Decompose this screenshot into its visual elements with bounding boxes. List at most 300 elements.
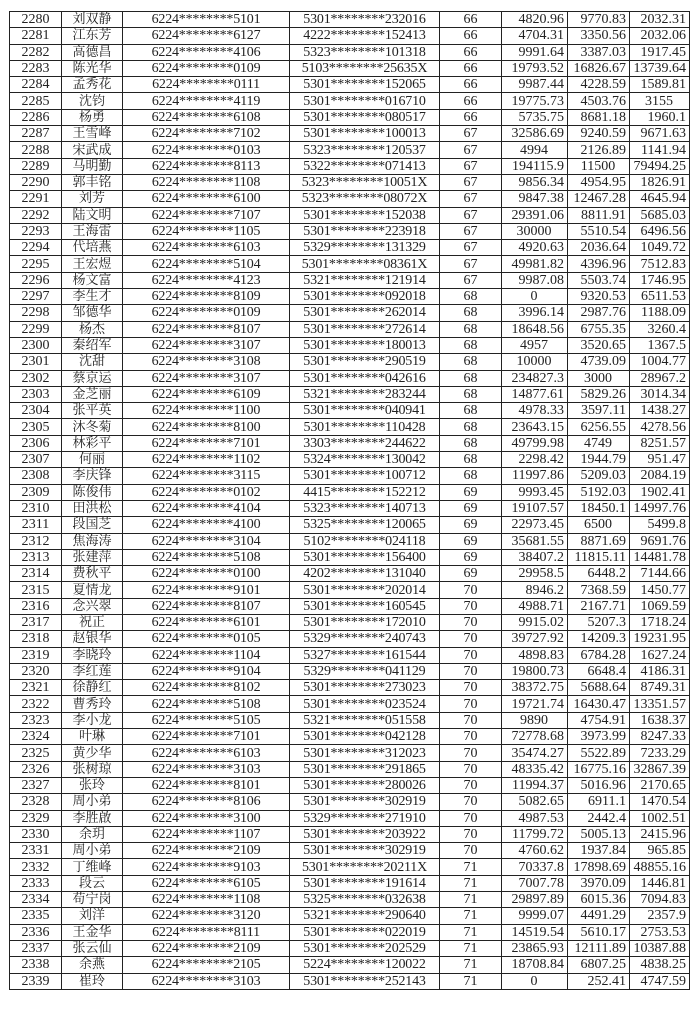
age-cell: 70	[440, 598, 502, 614]
row-number-cell: 2318	[10, 631, 62, 647]
age-cell: 69	[440, 549, 502, 565]
name-cell: 余燕	[62, 957, 123, 973]
name-cell: 李红莲	[62, 663, 123, 679]
amount-3-cell: 5499.8	[630, 517, 690, 533]
age-cell: 68	[440, 289, 502, 305]
amount-3-cell: 1004.77	[630, 354, 690, 370]
age-cell: 71	[440, 908, 502, 924]
bank-card-cell: 6224********9101	[123, 582, 290, 598]
amount-2-cell: 8681.18	[568, 109, 630, 125]
amount-1-cell: 4978.33	[502, 403, 568, 419]
id-number-cell: 4222********152413	[290, 28, 440, 44]
id-number-cell: 5224********120022	[290, 957, 440, 973]
bank-card-cell: 6224********5105	[123, 712, 290, 728]
age-cell: 68	[440, 435, 502, 451]
name-cell: 李生才	[62, 289, 123, 305]
age-cell: 67	[440, 158, 502, 174]
name-cell: 高德昌	[62, 44, 123, 60]
row-number-cell: 2283	[10, 60, 62, 76]
amount-1-cell: 35681.55	[502, 533, 568, 549]
amount-2-cell: 5829.26	[568, 386, 630, 402]
name-cell: 陈俊伟	[62, 484, 123, 500]
amount-1-cell: 9993.45	[502, 484, 568, 500]
name-cell: 赵银华	[62, 631, 123, 647]
amount-1-cell: 4898.83	[502, 647, 568, 663]
table-row	[10, 777, 690, 793]
name-cell: 孟秀花	[62, 77, 123, 93]
bank-card-cell: 6224********6127	[123, 28, 290, 44]
row-number-cell: 2294	[10, 240, 62, 256]
amount-3-cell: 7144.66	[630, 566, 690, 582]
age-cell: 66	[440, 93, 502, 109]
amount-1-cell: 4704.31	[502, 28, 568, 44]
table-row	[10, 500, 690, 516]
bank-card-cell: 6224********7102	[123, 126, 290, 142]
table-row	[10, 12, 690, 28]
name-cell: 张云仙	[62, 940, 123, 956]
amount-2-cell: 16826.67	[568, 60, 630, 76]
amount-2-cell: 17898.69	[568, 859, 630, 875]
age-cell: 68	[440, 321, 502, 337]
amount-2-cell: 5005.13	[568, 826, 630, 842]
bank-card-cell: 6224********6103	[123, 745, 290, 761]
bank-card-cell: 6224********8109	[123, 289, 290, 305]
table-row	[10, 305, 690, 321]
bank-card-cell: 6224********1102	[123, 452, 290, 468]
row-number-cell: 2282	[10, 44, 62, 60]
amount-2-cell: 4954.95	[568, 174, 630, 190]
amount-2-cell: 252.41	[568, 973, 630, 989]
row-number-cell: 2311	[10, 517, 62, 533]
amount-1-cell: 2298.42	[502, 452, 568, 468]
table-row	[10, 77, 690, 93]
bank-card-cell: 6224********1108	[123, 892, 290, 908]
id-number-cell: 5102********024118	[290, 533, 440, 549]
age-cell: 66	[440, 28, 502, 44]
bank-card-cell: 6224********4106	[123, 44, 290, 60]
amount-2-cell: 3350.56	[568, 28, 630, 44]
row-number-cell: 2325	[10, 745, 62, 761]
table-row	[10, 924, 690, 940]
id-number-cell: 5323********08072X	[290, 191, 440, 207]
age-cell: 70	[440, 647, 502, 663]
amount-3-cell: 1826.91	[630, 174, 690, 190]
age-cell: 67	[440, 240, 502, 256]
row-number-cell: 2337	[10, 940, 62, 956]
name-cell: 沈钧	[62, 93, 123, 109]
amount-1-cell: 11997.86	[502, 468, 568, 484]
id-number-cell: 5301********08361X	[290, 256, 440, 272]
id-number-cell: 5301********272614	[290, 321, 440, 337]
name-cell: 江东芳	[62, 28, 123, 44]
name-cell: 王金华	[62, 924, 123, 940]
id-number-cell: 5301********023524	[290, 696, 440, 712]
row-number-cell: 2338	[10, 957, 62, 973]
row-number-cell: 2316	[10, 598, 62, 614]
amount-1-cell: 19721.74	[502, 696, 568, 712]
amount-3-cell: 2357.9	[630, 908, 690, 924]
row-number-cell: 2334	[10, 892, 62, 908]
amount-3-cell: 1746.95	[630, 272, 690, 288]
amount-3-cell: 1141.94	[630, 142, 690, 158]
name-cell: 刘洋	[62, 908, 123, 924]
amount-3-cell: 1627.24	[630, 647, 690, 663]
amount-3-cell: 3014.34	[630, 386, 690, 402]
id-number-cell: 5324********130042	[290, 452, 440, 468]
amount-3-cell: 14481.78	[630, 549, 690, 565]
table-row	[10, 158, 690, 174]
table-row	[10, 337, 690, 353]
row-number-cell: 2339	[10, 973, 62, 989]
name-cell: 张建萍	[62, 549, 123, 565]
amount-3-cell: 1902.41	[630, 484, 690, 500]
name-cell: 焦海涛	[62, 533, 123, 549]
age-cell: 70	[440, 614, 502, 630]
age-cell: 68	[440, 452, 502, 468]
row-number-cell: 2312	[10, 533, 62, 549]
amount-3-cell: 32867.39	[630, 761, 690, 777]
amount-1-cell: 234827.3	[502, 370, 568, 386]
amount-1-cell: 30000	[502, 223, 568, 239]
row-number-cell: 2289	[10, 158, 62, 174]
bank-card-cell: 6224********4119	[123, 93, 290, 109]
id-number-cell: 5301********152065	[290, 77, 440, 93]
table-row	[10, 712, 690, 728]
name-cell: 宋武成	[62, 142, 123, 158]
amount-3-cell: 1718.24	[630, 614, 690, 630]
table-row	[10, 403, 690, 419]
amount-2-cell: 5207.3	[568, 614, 630, 630]
amount-2-cell: 6500	[568, 517, 630, 533]
name-cell: 王雪峰	[62, 126, 123, 142]
amount-3-cell: 8247.33	[630, 729, 690, 745]
id-number-cell: 5301********022019	[290, 924, 440, 940]
records-table	[9, 11, 690, 990]
id-number-cell: 5322********071413	[290, 158, 440, 174]
amount-2-cell: 11815.11	[568, 549, 630, 565]
row-number-cell: 2309	[10, 484, 62, 500]
age-cell: 67	[440, 142, 502, 158]
amount-3-cell: 79494.25	[630, 158, 690, 174]
age-cell: 70	[440, 745, 502, 761]
name-cell: 秦绍军	[62, 337, 123, 353]
amount-3-cell: 3260.4	[630, 321, 690, 337]
row-number-cell: 2320	[10, 663, 62, 679]
age-cell: 70	[440, 696, 502, 712]
amount-1-cell: 0	[502, 289, 568, 305]
row-number-cell: 2285	[10, 93, 62, 109]
row-number-cell: 2310	[10, 500, 62, 516]
amount-1-cell: 9991.64	[502, 44, 568, 60]
id-number-cell: 5301********110428	[290, 419, 440, 435]
name-cell: 林彩平	[62, 435, 123, 451]
table-row	[10, 44, 690, 60]
bank-card-cell: 6224********9103	[123, 859, 290, 875]
row-number-cell: 2319	[10, 647, 62, 663]
table-row	[10, 745, 690, 761]
amount-2-cell: 5503.74	[568, 272, 630, 288]
id-number-cell: 5301********172010	[290, 614, 440, 630]
amount-3-cell: 965.85	[630, 843, 690, 859]
amount-2-cell: 16430.47	[568, 696, 630, 712]
row-number-cell: 2307	[10, 452, 62, 468]
amount-1-cell: 19107.57	[502, 500, 568, 516]
id-number-cell: 5301********080517	[290, 109, 440, 125]
amount-1-cell: 38372.75	[502, 680, 568, 696]
row-number-cell: 2291	[10, 191, 62, 207]
amount-3-cell: 1470.54	[630, 794, 690, 810]
bank-card-cell: 6224********4100	[123, 517, 290, 533]
name-cell: 陆文明	[62, 207, 123, 223]
amount-2-cell: 3973.99	[568, 729, 630, 745]
age-cell: 68	[440, 305, 502, 321]
name-cell: 余玥	[62, 826, 123, 842]
amount-2-cell: 4228.59	[568, 77, 630, 93]
amount-3-cell: 951.47	[630, 452, 690, 468]
id-number-cell: 5301********191614	[290, 875, 440, 891]
bank-card-cell: 6224********3115	[123, 468, 290, 484]
amount-3-cell: 1960.1	[630, 109, 690, 125]
amount-2-cell: 1937.84	[568, 843, 630, 859]
amount-3-cell: 8749.31	[630, 680, 690, 696]
row-number-cell: 2329	[10, 810, 62, 826]
table-row	[10, 859, 690, 875]
amount-3-cell: 14997.76	[630, 500, 690, 516]
age-cell: 70	[440, 712, 502, 728]
bank-card-cell: 6224********0109	[123, 305, 290, 321]
amount-2-cell: 5688.64	[568, 680, 630, 696]
name-cell: 苟宁岗	[62, 892, 123, 908]
bank-card-cell: 6224********2109	[123, 940, 290, 956]
age-cell: 68	[440, 337, 502, 353]
amount-2-cell: 8871.69	[568, 533, 630, 549]
amount-1-cell: 49799.98	[502, 435, 568, 451]
table-row	[10, 60, 690, 76]
bank-card-cell: 6224********1107	[123, 826, 290, 842]
amount-1-cell: 194115.9	[502, 158, 568, 174]
id-number-cell: 5301********152038	[290, 207, 440, 223]
row-number-cell: 2328	[10, 794, 62, 810]
bank-card-cell: 6224********8106	[123, 794, 290, 810]
amount-3-cell: 8251.57	[630, 435, 690, 451]
amount-2-cell: 6784.28	[568, 647, 630, 663]
table-row	[10, 207, 690, 223]
id-number-cell: 5321********283244	[290, 386, 440, 402]
amount-2-cell: 2442.4	[568, 810, 630, 826]
row-number-cell: 2317	[10, 614, 62, 630]
table-row	[10, 174, 690, 190]
amount-1-cell: 18708.84	[502, 957, 568, 973]
name-cell: 王宏煜	[62, 256, 123, 272]
id-number-cell: 5301********202014	[290, 582, 440, 598]
table-row	[10, 696, 690, 712]
amount-1-cell: 72778.68	[502, 729, 568, 745]
amount-2-cell: 2036.64	[568, 240, 630, 256]
id-number-cell: 5301********290519	[290, 354, 440, 370]
amount-1-cell: 4820.96	[502, 12, 568, 28]
amount-2-cell: 6448.2	[568, 566, 630, 582]
name-cell: 念兴翠	[62, 598, 123, 614]
age-cell: 71	[440, 875, 502, 891]
age-cell: 71	[440, 924, 502, 940]
id-number-cell: 4202********131040	[290, 566, 440, 582]
amount-3-cell: 10387.88	[630, 940, 690, 956]
amount-1-cell: 23643.15	[502, 419, 568, 435]
name-cell: 李庆锋	[62, 468, 123, 484]
amount-2-cell: 6755.35	[568, 321, 630, 337]
table-row	[10, 892, 690, 908]
id-number-cell: 5301********20211X	[290, 859, 440, 875]
table-row	[10, 940, 690, 956]
table-row	[10, 272, 690, 288]
amount-2-cell: 3970.09	[568, 875, 630, 891]
age-cell: 68	[440, 370, 502, 386]
age-cell: 69	[440, 517, 502, 533]
row-number-cell: 2324	[10, 729, 62, 745]
table-row	[10, 484, 690, 500]
amount-2-cell: 6807.25	[568, 957, 630, 973]
amount-2-cell: 5510.54	[568, 223, 630, 239]
id-number-cell: 5301********100712	[290, 468, 440, 484]
amount-1-cell: 9847.38	[502, 191, 568, 207]
row-number-cell: 2308	[10, 468, 62, 484]
bank-card-cell: 6224********6101	[123, 614, 290, 630]
amount-1-cell: 9890	[502, 712, 568, 728]
amount-2-cell: 2126.89	[568, 142, 630, 158]
row-number-cell: 2326	[10, 761, 62, 777]
row-number-cell: 2303	[10, 386, 62, 402]
amount-1-cell: 3996.14	[502, 305, 568, 321]
row-number-cell: 2281	[10, 28, 62, 44]
amount-2-cell: 5522.89	[568, 745, 630, 761]
row-number-cell: 2287	[10, 126, 62, 142]
bank-card-cell: 6224********1100	[123, 403, 290, 419]
amount-2-cell: 9770.83	[568, 12, 630, 28]
age-cell: 69	[440, 566, 502, 582]
row-number-cell: 2333	[10, 875, 62, 891]
age-cell: 70	[440, 680, 502, 696]
name-cell: 田洪松	[62, 500, 123, 516]
table-row	[10, 256, 690, 272]
amount-1-cell: 9987.08	[502, 272, 568, 288]
amount-2-cell: 8811.91	[568, 207, 630, 223]
amount-1-cell: 0	[502, 973, 568, 989]
amount-3-cell: 1438.27	[630, 403, 690, 419]
table-row	[10, 875, 690, 891]
bank-card-cell: 6224********4104	[123, 500, 290, 516]
row-number-cell: 2293	[10, 223, 62, 239]
age-cell: 70	[440, 631, 502, 647]
row-number-cell: 2298	[10, 305, 62, 321]
row-number-cell: 2286	[10, 109, 62, 125]
bank-card-cell: 6224********1108	[123, 174, 290, 190]
amount-1-cell: 14877.61	[502, 386, 568, 402]
row-number-cell: 2288	[10, 142, 62, 158]
amount-2-cell: 4491.29	[568, 908, 630, 924]
table-row	[10, 566, 690, 582]
row-number-cell: 2302	[10, 370, 62, 386]
amount-3-cell: 1589.81	[630, 77, 690, 93]
amount-3-cell: 1638.37	[630, 712, 690, 728]
amount-3-cell: 28967.2	[630, 370, 690, 386]
age-cell: 69	[440, 500, 502, 516]
amount-1-cell: 70337.8	[502, 859, 568, 875]
name-cell: 何丽	[62, 452, 123, 468]
bank-card-cell: 6224********2109	[123, 843, 290, 859]
id-number-cell: 5323********140713	[290, 500, 440, 516]
table-row	[10, 386, 690, 402]
amount-1-cell: 14519.54	[502, 924, 568, 940]
name-cell: 段国芝	[62, 517, 123, 533]
bank-card-cell: 6224********3103	[123, 973, 290, 989]
bank-card-cell: 6224********0100	[123, 566, 290, 582]
row-number-cell: 2284	[10, 77, 62, 93]
name-cell: 李晓玲	[62, 647, 123, 663]
bank-card-cell: 6224********2105	[123, 957, 290, 973]
table-row	[10, 28, 690, 44]
amount-1-cell: 5082.65	[502, 794, 568, 810]
bank-card-cell: 6224********6109	[123, 386, 290, 402]
id-number-cell: 5329********240743	[290, 631, 440, 647]
table-row	[10, 680, 690, 696]
amount-2-cell: 9320.53	[568, 289, 630, 305]
amount-3-cell: 7233.29	[630, 745, 690, 761]
bank-card-cell: 6224********3107	[123, 337, 290, 353]
row-number-cell: 2301	[10, 354, 62, 370]
amount-1-cell: 4760.62	[502, 843, 568, 859]
table-row	[10, 419, 690, 435]
amount-1-cell: 4988.71	[502, 598, 568, 614]
amount-2-cell: 5209.03	[568, 468, 630, 484]
amount-1-cell: 9999.07	[502, 908, 568, 924]
bank-card-cell: 6224********1105	[123, 223, 290, 239]
age-cell: 70	[440, 794, 502, 810]
name-cell: 李胜啟	[62, 810, 123, 826]
bank-card-cell: 6224********0111	[123, 77, 290, 93]
table-row	[10, 109, 690, 125]
amount-1-cell: 19793.52	[502, 60, 568, 76]
id-number-cell: 5301********262014	[290, 305, 440, 321]
id-number-cell: 5301********302919	[290, 843, 440, 859]
table-row	[10, 240, 690, 256]
name-cell: 张平英	[62, 403, 123, 419]
row-number-cell: 2315	[10, 582, 62, 598]
amount-1-cell: 48335.42	[502, 761, 568, 777]
amount-2-cell: 3520.65	[568, 337, 630, 353]
amount-1-cell: 35474.27	[502, 745, 568, 761]
amount-2-cell: 6256.55	[568, 419, 630, 435]
amount-2-cell: 3000	[568, 370, 630, 386]
row-number-cell: 2331	[10, 843, 62, 859]
amount-1-cell: 11799.72	[502, 826, 568, 842]
table-row	[10, 354, 690, 370]
name-cell: 段云	[62, 875, 123, 891]
amount-2-cell: 3597.11	[568, 403, 630, 419]
row-number-cell: 2323	[10, 712, 62, 728]
amount-2-cell: 12111.89	[568, 940, 630, 956]
amount-2-cell: 4754.91	[568, 712, 630, 728]
age-cell: 67	[440, 223, 502, 239]
id-number-cell: 5301********042616	[290, 370, 440, 386]
age-cell: 70	[440, 843, 502, 859]
name-cell: 丁维峰	[62, 859, 123, 875]
row-number-cell: 2295	[10, 256, 62, 272]
age-cell: 66	[440, 12, 502, 28]
age-cell: 71	[440, 957, 502, 973]
table-row	[10, 549, 690, 565]
amount-1-cell: 8946.2	[502, 582, 568, 598]
amount-3-cell: 1446.81	[630, 875, 690, 891]
